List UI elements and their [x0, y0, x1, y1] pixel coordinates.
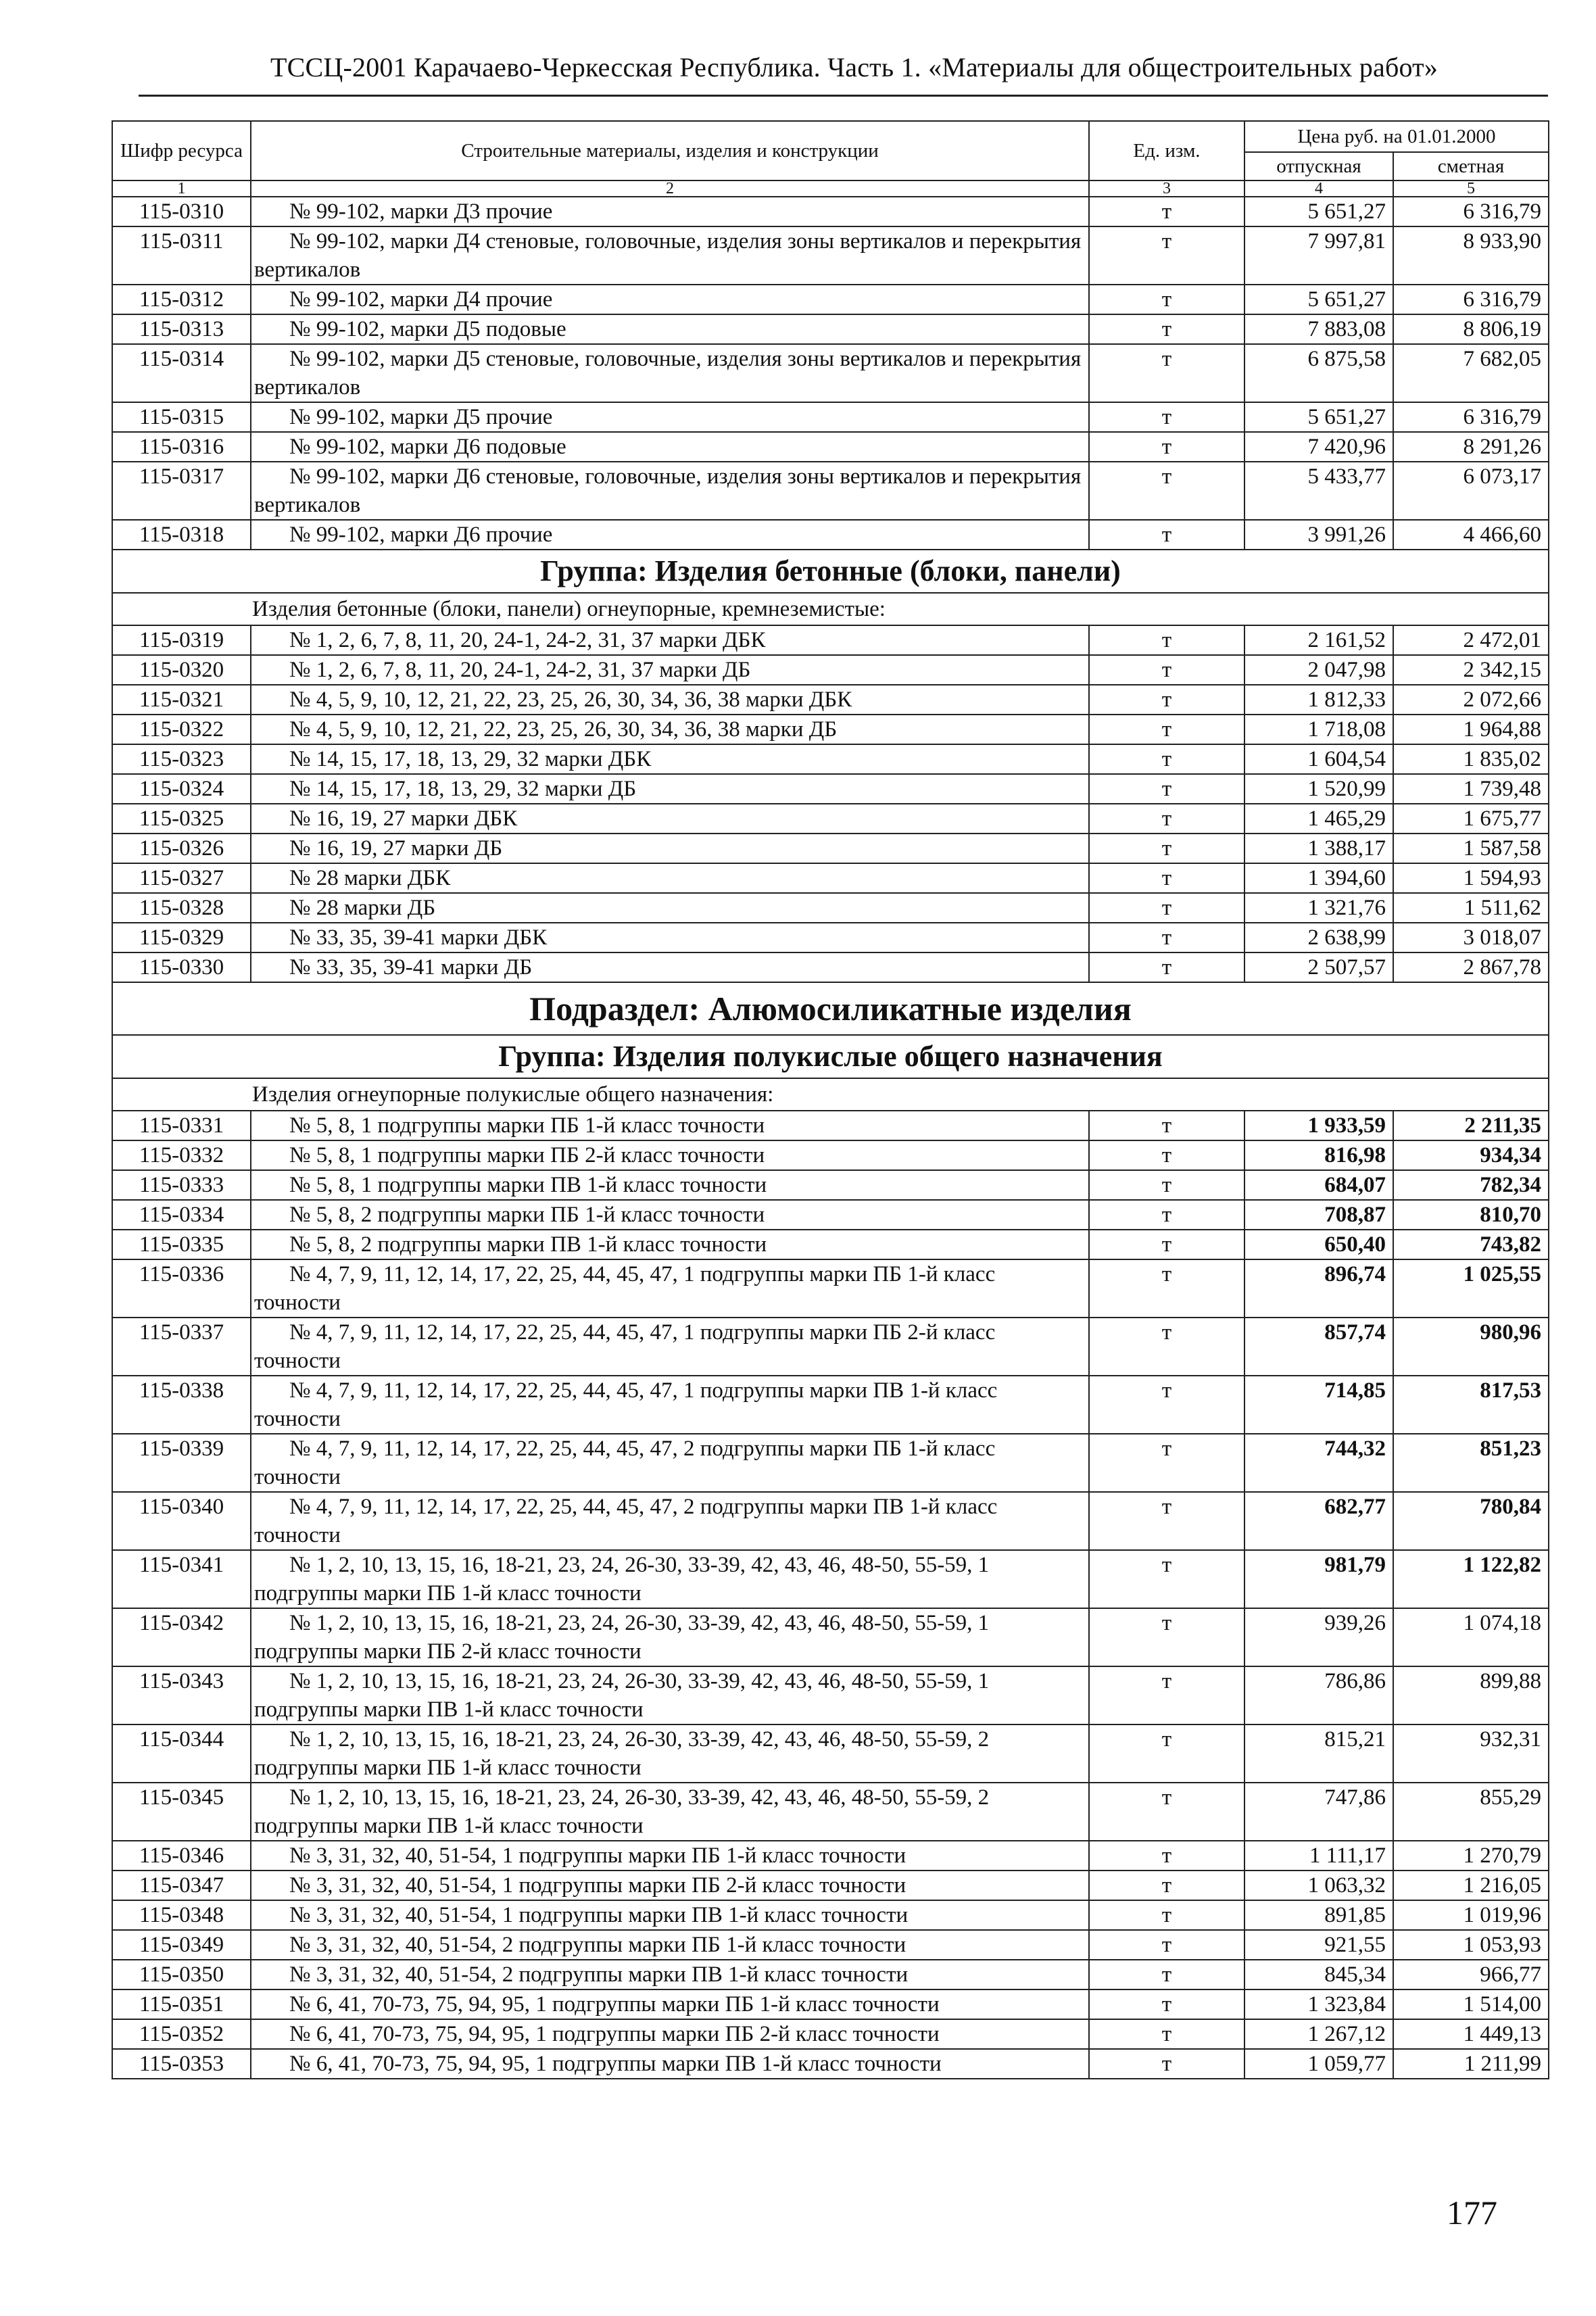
resource-code-cell: 115-0339	[112, 1434, 251, 1492]
resource-code-cell: 115-0352	[112, 2019, 251, 2049]
material-name-cell: № 5, 8, 1 подгруппы марки ПБ 1-й класс точности	[251, 1111, 1089, 1140]
table-row	[112, 1841, 1549, 1871]
material-name-cell: № 6, 41, 70-73, 75, 94, 95, 1 подгруппы марки ПБ 1-й класс точности	[251, 1989, 1089, 2019]
resource-code-cell: 115-0313	[112, 314, 251, 344]
estimate-price-cell: 780,84	[1393, 1492, 1549, 1550]
resource-code-cell: 115-0349	[112, 1930, 251, 1960]
table-body	[112, 197, 1549, 2079]
estimate-price-cell: 851,23	[1393, 1434, 1549, 1492]
estimate-price-cell: 966,77	[1393, 1960, 1549, 1989]
release-price-cell: 1 063,32	[1244, 1871, 1393, 1900]
unit-cell: т	[1089, 1200, 1244, 1230]
release-price-cell: 1 388,17	[1244, 834, 1393, 863]
resource-code-cell: 115-0311	[112, 226, 251, 285]
table-row	[112, 863, 1549, 893]
release-price-cell: 1 465,29	[1244, 804, 1393, 834]
material-name-cell: № 99-102, марки Д5 подовые	[251, 314, 1089, 344]
release-price-cell: 1 812,33	[1244, 685, 1393, 715]
estimate-price-cell: 1 025,55	[1393, 1259, 1549, 1318]
subsection-heading: Подраздел: Алюмосиликатные изделия	[112, 982, 1549, 1035]
unit-cell: т	[1089, 1666, 1244, 1724]
unit-cell: т	[1089, 1783, 1244, 1841]
material-name-cell: № 28 марки ДБК	[251, 863, 1089, 893]
table-row	[112, 2019, 1549, 2049]
unit-cell: т	[1089, 1871, 1244, 1900]
release-price-cell: 7 420,96	[1244, 432, 1393, 462]
resource-code-cell: 115-0329	[112, 923, 251, 952]
column-header-code: Шифр ресурса	[112, 121, 251, 180]
estimate-price-cell: 932,31	[1393, 1724, 1549, 1783]
estimate-price-cell: 6 316,79	[1393, 402, 1549, 432]
estimate-price-cell: 1 511,62	[1393, 893, 1549, 923]
table-row	[112, 1376, 1549, 1434]
material-name-cell: № 4, 7, 9, 11, 12, 14, 17, 22, 25, 44, 45, 47, 2 подгруппы марки ПБ 1-й класс точности	[251, 1434, 1089, 1492]
group-heading-row	[112, 550, 1549, 593]
release-price-cell: 1 267,12	[1244, 2019, 1393, 2049]
material-name-cell: № 5, 8, 1 подгруппы марки ПБ 2-й класс точности	[251, 1140, 1089, 1170]
unit-cell: т	[1089, 1111, 1244, 1140]
material-name-cell: № 3, 31, 32, 40, 51-54, 2 подгруппы марки ПБ 1-й класс точности	[251, 1930, 1089, 1960]
column-number: 3	[1089, 180, 1244, 197]
estimate-price-cell: 1 514,00	[1393, 1989, 1549, 2019]
unit-cell: т	[1089, 285, 1244, 314]
table-row	[112, 1140, 1549, 1170]
estimate-price-cell: 743,82	[1393, 1230, 1549, 1259]
unit-cell: т	[1089, 314, 1244, 344]
table-row	[112, 197, 1549, 226]
table-row	[112, 344, 1549, 402]
table-row	[112, 774, 1549, 804]
estimate-price-cell: 1 211,99	[1393, 2049, 1549, 2079]
table-row	[112, 952, 1549, 982]
table-row	[112, 1989, 1549, 2019]
resource-code-cell: 115-0341	[112, 1550, 251, 1608]
column-number: 2	[251, 180, 1089, 197]
estimate-price-cell: 3 018,07	[1393, 923, 1549, 952]
table-row	[112, 2049, 1549, 2079]
table-row	[112, 1170, 1549, 1200]
resource-code-cell: 115-0351	[112, 1989, 251, 2019]
unit-cell: т	[1089, 923, 1244, 952]
release-price-cell: 1 323,84	[1244, 1989, 1393, 2019]
column-header-release-price: отпускная	[1244, 152, 1393, 180]
table-row	[112, 834, 1549, 863]
column-number: 4	[1244, 180, 1393, 197]
estimate-price-cell: 934,34	[1393, 1140, 1549, 1170]
table-row	[112, 402, 1549, 432]
unit-cell: т	[1089, 774, 1244, 804]
estimate-price-cell: 2 867,78	[1393, 952, 1549, 982]
release-price-cell: 6 875,58	[1244, 344, 1393, 402]
unit-cell: т	[1089, 197, 1244, 226]
resource-code-cell: 115-0322	[112, 715, 251, 744]
resource-code-cell: 115-0345	[112, 1783, 251, 1841]
resource-code-cell: 115-0338	[112, 1376, 251, 1434]
unit-cell: т	[1089, 1492, 1244, 1550]
release-price-cell: 2 047,98	[1244, 655, 1393, 685]
table-row	[112, 1930, 1549, 1960]
unit-cell: т	[1089, 1140, 1244, 1170]
group-heading: Группа: Изделия бетонные (блоки, панели)	[112, 550, 1549, 593]
unit-cell: т	[1089, 952, 1244, 982]
estimate-price-cell: 2 072,66	[1393, 685, 1549, 715]
release-price-cell: 684,07	[1244, 1170, 1393, 1200]
resource-code-cell: 115-0343	[112, 1666, 251, 1724]
estimate-price-cell: 1 587,58	[1393, 834, 1549, 863]
resource-code-cell: 115-0346	[112, 1841, 251, 1871]
release-price-cell: 786,86	[1244, 1666, 1393, 1724]
resource-code-cell: 115-0348	[112, 1900, 251, 1930]
material-name-cell: № 3, 31, 32, 40, 51-54, 2 подгруппы марки ПВ 1-й класс точности	[251, 1960, 1089, 1989]
group-heading: Группа: Изделия полукислые общего назначения	[112, 1035, 1549, 1078]
material-name-cell: № 99-102, марки Д4 прочие	[251, 285, 1089, 314]
release-price-cell: 5 651,27	[1244, 197, 1393, 226]
release-price-cell: 845,34	[1244, 1960, 1393, 1989]
unit-cell: т	[1089, 2049, 1244, 2079]
material-name-cell: № 33, 35, 39-41 марки ДБК	[251, 923, 1089, 952]
estimate-price-cell: 1 964,88	[1393, 715, 1549, 744]
material-name-cell: № 14, 15, 17, 18, 13, 29, 32 марки ДБ	[251, 774, 1089, 804]
release-price-cell: 5 651,27	[1244, 402, 1393, 432]
unit-cell: т	[1089, 1930, 1244, 1960]
resource-code-cell: 115-0315	[112, 402, 251, 432]
estimate-price-cell: 810,70	[1393, 1200, 1549, 1230]
unit-cell: т	[1089, 1230, 1244, 1259]
material-name-cell: № 6, 41, 70-73, 75, 94, 95, 1 подгруппы марки ПБ 2-й класс точности	[251, 2019, 1089, 2049]
release-price-cell: 3 991,26	[1244, 520, 1393, 550]
resource-code-cell: 115-0316	[112, 432, 251, 462]
table-row	[112, 1783, 1549, 1841]
release-price-cell: 5 651,27	[1244, 285, 1393, 314]
release-price-cell: 650,40	[1244, 1230, 1393, 1259]
material-name-cell: № 16, 19, 27 марки ДБК	[251, 804, 1089, 834]
release-price-cell: 2 638,99	[1244, 923, 1393, 952]
material-name-cell: № 14, 15, 17, 18, 13, 29, 32 марки ДБК	[251, 744, 1089, 774]
table-row	[112, 655, 1549, 685]
material-name-cell: № 1, 2, 6, 7, 8, 11, 20, 24-1, 24-2, 31, 37 марки ДБ	[251, 655, 1089, 685]
material-name-cell: № 4, 7, 9, 11, 12, 14, 17, 22, 25, 44, 45, 47, 1 подгруппы марки ПВ 1-й класс точности	[251, 1376, 1089, 1434]
material-name-cell: № 5, 8, 1 подгруппы марки ПВ 1-й класс точности	[251, 1170, 1089, 1200]
estimate-price-cell: 1 074,18	[1393, 1608, 1549, 1666]
material-name-cell: № 1, 2, 6, 7, 8, 11, 20, 24-1, 24-2, 31, 37 марки ДБК	[251, 625, 1089, 655]
material-name-cell: № 3, 31, 32, 40, 51-54, 1 подгруппы марки ПБ 1-й класс точности	[251, 1841, 1089, 1871]
material-name-cell: № 99-102, марки Д6 прочие	[251, 520, 1089, 550]
release-price-cell: 1 933,59	[1244, 1111, 1393, 1140]
estimate-price-cell: 2 472,01	[1393, 625, 1549, 655]
release-price-cell: 939,26	[1244, 1608, 1393, 1666]
table-row	[112, 1111, 1549, 1140]
estimate-price-cell: 4 466,60	[1393, 520, 1549, 550]
table-row	[112, 1200, 1549, 1230]
release-price-cell: 1 718,08	[1244, 715, 1393, 744]
unit-cell: т	[1089, 685, 1244, 715]
material-name-cell: № 4, 5, 9, 10, 12, 21, 22, 23, 25, 26, 30, 34, 36, 38 марки ДБ	[251, 715, 1089, 744]
unit-cell: т	[1089, 1900, 1244, 1930]
unit-cell: т	[1089, 1989, 1244, 2019]
resource-code-cell: 115-0332	[112, 1140, 251, 1170]
material-name-cell: № 4, 7, 9, 11, 12, 14, 17, 22, 25, 44, 45, 47, 1 подгруппы марки ПБ 2-й класс точности	[251, 1318, 1089, 1376]
unit-cell: т	[1089, 1550, 1244, 1608]
table-row	[112, 893, 1549, 923]
resource-code-cell: 115-0323	[112, 744, 251, 774]
resource-code-cell: 115-0342	[112, 1608, 251, 1666]
unit-cell: т	[1089, 1841, 1244, 1871]
resource-code-cell: 115-0310	[112, 197, 251, 226]
resource-code-cell: 115-0319	[112, 625, 251, 655]
estimate-price-cell: 2 342,15	[1393, 655, 1549, 685]
page-header-title: ТССЦ-2001 Карачаево-Черкесская Республика. Часть 1. «Материалы для общестроительных работ»	[270, 52, 1438, 82]
table-row	[112, 314, 1549, 344]
estimate-price-cell: 2 211,35	[1393, 1111, 1549, 1140]
table-row	[112, 804, 1549, 834]
release-price-cell: 1 604,54	[1244, 744, 1393, 774]
estimate-price-cell: 8 933,90	[1393, 226, 1549, 285]
resource-code-cell: 115-0317	[112, 462, 251, 520]
release-price-cell: 7 997,81	[1244, 226, 1393, 285]
resource-code-cell: 115-0340	[112, 1492, 251, 1550]
resource-code-cell: 115-0347	[112, 1871, 251, 1900]
estimate-price-cell: 6 316,79	[1393, 197, 1549, 226]
estimate-price-cell: 1 053,93	[1393, 1930, 1549, 1960]
material-name-cell: № 4, 7, 9, 11, 12, 14, 17, 22, 25, 44, 45, 47, 1 подгруппы марки ПБ 1-й класс точности	[251, 1259, 1089, 1318]
unit-cell: т	[1089, 1170, 1244, 1200]
estimate-price-cell: 1 739,48	[1393, 774, 1549, 804]
unit-cell: т	[1089, 863, 1244, 893]
table-row	[112, 285, 1549, 314]
material-name-cell: № 99-102, марки Д6 подовые	[251, 432, 1089, 462]
group-note-row	[112, 593, 1549, 625]
material-name-cell: № 28 марки ДБ	[251, 893, 1089, 923]
estimate-price-cell: 1 594,93	[1393, 863, 1549, 893]
group-heading-row	[112, 1035, 1549, 1078]
release-price-cell: 896,74	[1244, 1259, 1393, 1318]
table-row	[112, 1492, 1549, 1550]
unit-cell: т	[1089, 462, 1244, 520]
table-row	[112, 744, 1549, 774]
group-note: Изделия огнеупорные полукислые общего назначения:	[112, 1078, 1549, 1111]
release-price-cell: 1 321,76	[1244, 893, 1393, 923]
table-row	[112, 1318, 1549, 1376]
group-note-row	[112, 1078, 1549, 1111]
release-price-cell: 1 520,99	[1244, 774, 1393, 804]
unit-cell: т	[1089, 804, 1244, 834]
release-price-cell: 714,85	[1244, 1376, 1393, 1434]
material-name-cell: № 3, 31, 32, 40, 51-54, 1 подгруппы марки ПБ 2-й класс точности	[251, 1871, 1089, 1900]
estimate-price-cell: 1 122,82	[1393, 1550, 1549, 1608]
unit-cell: т	[1089, 1608, 1244, 1666]
resource-code-cell: 115-0331	[112, 1111, 251, 1140]
resource-code-cell: 115-0328	[112, 893, 251, 923]
estimate-price-cell: 6 316,79	[1393, 285, 1549, 314]
unit-cell: т	[1089, 226, 1244, 285]
resource-code-cell: 115-0325	[112, 804, 251, 834]
column-header-estimate-price: сметная	[1393, 152, 1549, 180]
estimate-price-cell: 899,88	[1393, 1666, 1549, 1724]
column-header-unit: Ед. изм.	[1089, 121, 1244, 180]
resource-code-cell: 115-0350	[112, 1960, 251, 1989]
resource-code-cell: 115-0334	[112, 1200, 251, 1230]
material-name-cell: № 16, 19, 27 марки ДБ	[251, 834, 1089, 863]
column-number: 5	[1393, 180, 1549, 197]
estimate-price-cell: 7 682,05	[1393, 344, 1549, 402]
header-rule	[139, 95, 1548, 97]
resource-code-cell: 115-0324	[112, 774, 251, 804]
unit-cell: т	[1089, 1376, 1244, 1434]
unit-cell: т	[1089, 1259, 1244, 1318]
resource-code-cell: 115-0336	[112, 1259, 251, 1318]
estimate-price-cell: 980,96	[1393, 1318, 1549, 1376]
release-price-cell: 7 883,08	[1244, 314, 1393, 344]
table-row	[112, 520, 1549, 550]
unit-cell: т	[1089, 715, 1244, 744]
table-row	[112, 1666, 1549, 1724]
release-price-cell: 1 111,17	[1244, 1841, 1393, 1871]
table-row	[112, 685, 1549, 715]
estimate-price-cell: 1 835,02	[1393, 744, 1549, 774]
material-name-cell: № 99-102, марки Д6 стеновые, головочные, изделия зоны вертикалов и перекрытия вертикалов	[251, 462, 1089, 520]
estimate-price-cell: 1 019,96	[1393, 1900, 1549, 1930]
material-name-cell: № 99-102, марки Д3 прочие	[251, 197, 1089, 226]
unit-cell: т	[1089, 625, 1244, 655]
table-row	[112, 1259, 1549, 1318]
unit-cell: т	[1089, 520, 1244, 550]
table-row	[112, 923, 1549, 952]
table-row	[112, 462, 1549, 520]
unit-cell: т	[1089, 432, 1244, 462]
material-name-cell: № 5, 8, 2 подгруппы марки ПБ 1-й класс точности	[251, 1200, 1089, 1230]
release-price-cell: 1 394,60	[1244, 863, 1393, 893]
resource-code-cell: 115-0353	[112, 2049, 251, 2079]
release-price-cell: 2 507,57	[1244, 952, 1393, 982]
estimate-price-cell: 8 291,26	[1393, 432, 1549, 462]
unit-cell: т	[1089, 402, 1244, 432]
material-name-cell: № 1, 2, 10, 13, 15, 16, 18-21, 23, 24, 26-30, 33-39, 42, 43, 46, 48-50, 55-59, 1 подгруппы марки ПВ 1-й класс точности	[251, 1666, 1089, 1724]
material-name-cell: № 4, 7, 9, 11, 12, 14, 17, 22, 25, 44, 45, 47, 2 подгруппы марки ПВ 1-й класс точности	[251, 1492, 1089, 1550]
material-name-cell: № 5, 8, 2 подгруппы марки ПВ 1-й класс точности	[251, 1230, 1089, 1259]
material-name-cell: № 1, 2, 10, 13, 15, 16, 18-21, 23, 24, 26-30, 33-39, 42, 43, 46, 48-50, 55-59, 2 подгруппы марки ПВ 1-й класс точности	[251, 1783, 1089, 1841]
release-price-cell: 5 433,77	[1244, 462, 1393, 520]
page-number: 177	[1447, 2194, 1497, 2231]
estimate-price-cell: 855,29	[1393, 1783, 1549, 1841]
estimate-price-cell: 817,53	[1393, 1376, 1549, 1434]
resource-code-cell: 115-0327	[112, 863, 251, 893]
column-number-row	[112, 180, 1549, 197]
material-name-cell: № 33, 35, 39-41 марки ДБ	[251, 952, 1089, 982]
estimate-price-cell: 1 675,77	[1393, 804, 1549, 834]
unit-cell: т	[1089, 893, 1244, 923]
release-price-cell: 682,77	[1244, 1492, 1393, 1550]
resource-code-cell: 115-0330	[112, 952, 251, 982]
table-row	[112, 1960, 1549, 1989]
unit-cell: т	[1089, 1724, 1244, 1783]
resource-code-cell: 115-0314	[112, 344, 251, 402]
resource-code-cell: 115-0337	[112, 1318, 251, 1376]
release-price-cell: 921,55	[1244, 1930, 1393, 1960]
resource-code-cell: 115-0335	[112, 1230, 251, 1259]
release-price-cell: 747,86	[1244, 1783, 1393, 1841]
unit-cell: т	[1089, 1318, 1244, 1376]
resource-code-cell: 115-0344	[112, 1724, 251, 1783]
resource-code-cell: 115-0312	[112, 285, 251, 314]
release-price-cell: 744,32	[1244, 1434, 1393, 1492]
release-price-cell: 815,21	[1244, 1724, 1393, 1783]
subsection-heading-row	[112, 982, 1549, 1035]
resource-code-cell: 115-0321	[112, 685, 251, 715]
unit-cell: т	[1089, 744, 1244, 774]
table-row	[112, 1434, 1549, 1492]
unit-cell: т	[1089, 2019, 1244, 2049]
unit-cell: т	[1089, 834, 1244, 863]
estimate-price-cell: 1 216,05	[1393, 1871, 1549, 1900]
estimate-price-cell: 1 270,79	[1393, 1841, 1549, 1871]
unit-cell: т	[1089, 655, 1244, 685]
column-header-price: Цена руб. на 01.01.2000	[1244, 121, 1549, 152]
table-row	[112, 1550, 1549, 1608]
release-price-cell: 891,85	[1244, 1900, 1393, 1930]
table-row	[112, 226, 1549, 285]
unit-cell: т	[1089, 344, 1244, 402]
resource-code-cell: 115-0318	[112, 520, 251, 550]
release-price-cell: 981,79	[1244, 1550, 1393, 1608]
material-name-cell: № 1, 2, 10, 13, 15, 16, 18-21, 23, 24, 26-30, 33-39, 42, 43, 46, 48-50, 55-59, 1 подгруппы марки ПБ 2-й класс точности	[251, 1608, 1089, 1666]
release-price-cell: 708,87	[1244, 1200, 1393, 1230]
table-row	[112, 1871, 1549, 1900]
material-name-cell: № 99-102, марки Д5 прочие	[251, 402, 1089, 432]
material-name-cell: № 1, 2, 10, 13, 15, 16, 18-21, 23, 24, 26-30, 33-39, 42, 43, 46, 48-50, 55-59, 2 подгруппы марки ПБ 1-й класс точности	[251, 1724, 1089, 1783]
column-number: 1	[112, 180, 251, 197]
column-header-name: Строительные материалы, изделия и конструкции	[251, 121, 1089, 180]
estimate-price-cell: 8 806,19	[1393, 314, 1549, 344]
release-price-cell: 1 059,77	[1244, 2049, 1393, 2079]
table-row	[112, 1724, 1549, 1783]
material-name-cell: № 99-102, марки Д4 стеновые, головочные, изделия зоны вертикалов и перекрытия вертикалов	[251, 226, 1089, 285]
material-name-cell: № 3, 31, 32, 40, 51-54, 1 подгруппы марки ПВ 1-й класс точности	[251, 1900, 1089, 1930]
material-name-cell: № 1, 2, 10, 13, 15, 16, 18-21, 23, 24, 26-30, 33-39, 42, 43, 46, 48-50, 55-59, 1 подгруппы марки ПБ 1-й класс точности	[251, 1550, 1089, 1608]
table-header	[112, 121, 1549, 197]
material-name-cell: № 4, 5, 9, 10, 12, 21, 22, 23, 25, 26, 30, 34, 36, 38 марки ДБК	[251, 685, 1089, 715]
table-row	[112, 1230, 1549, 1259]
release-price-cell: 816,98	[1244, 1140, 1393, 1170]
estimate-price-cell: 6 073,17	[1393, 462, 1549, 520]
table-row	[112, 715, 1549, 744]
release-price-cell: 2 161,52	[1244, 625, 1393, 655]
release-price-cell: 857,74	[1244, 1318, 1393, 1376]
price-table	[112, 120, 1549, 2079]
table-row	[112, 625, 1549, 655]
table-row	[112, 1608, 1549, 1666]
material-name-cell: № 99-102, марки Д5 стеновые, головочные, изделия зоны вертикалов и перекрытия вертикалов	[251, 344, 1089, 402]
estimate-price-cell: 1 449,13	[1393, 2019, 1549, 2049]
table-row	[112, 432, 1549, 462]
group-note: Изделия бетонные (блоки, панели) огнеупорные, кремнеземистые:	[112, 593, 1549, 625]
material-name-cell: № 6, 41, 70-73, 75, 94, 95, 1 подгруппы марки ПВ 1-й класс точности	[251, 2049, 1089, 2079]
table-row	[112, 1900, 1549, 1930]
unit-cell: т	[1089, 1434, 1244, 1492]
estimate-price-cell: 782,34	[1393, 1170, 1549, 1200]
resource-code-cell: 115-0320	[112, 655, 251, 685]
resource-code-cell: 115-0333	[112, 1170, 251, 1200]
unit-cell: т	[1089, 1960, 1244, 1989]
resource-code-cell: 115-0326	[112, 834, 251, 863]
